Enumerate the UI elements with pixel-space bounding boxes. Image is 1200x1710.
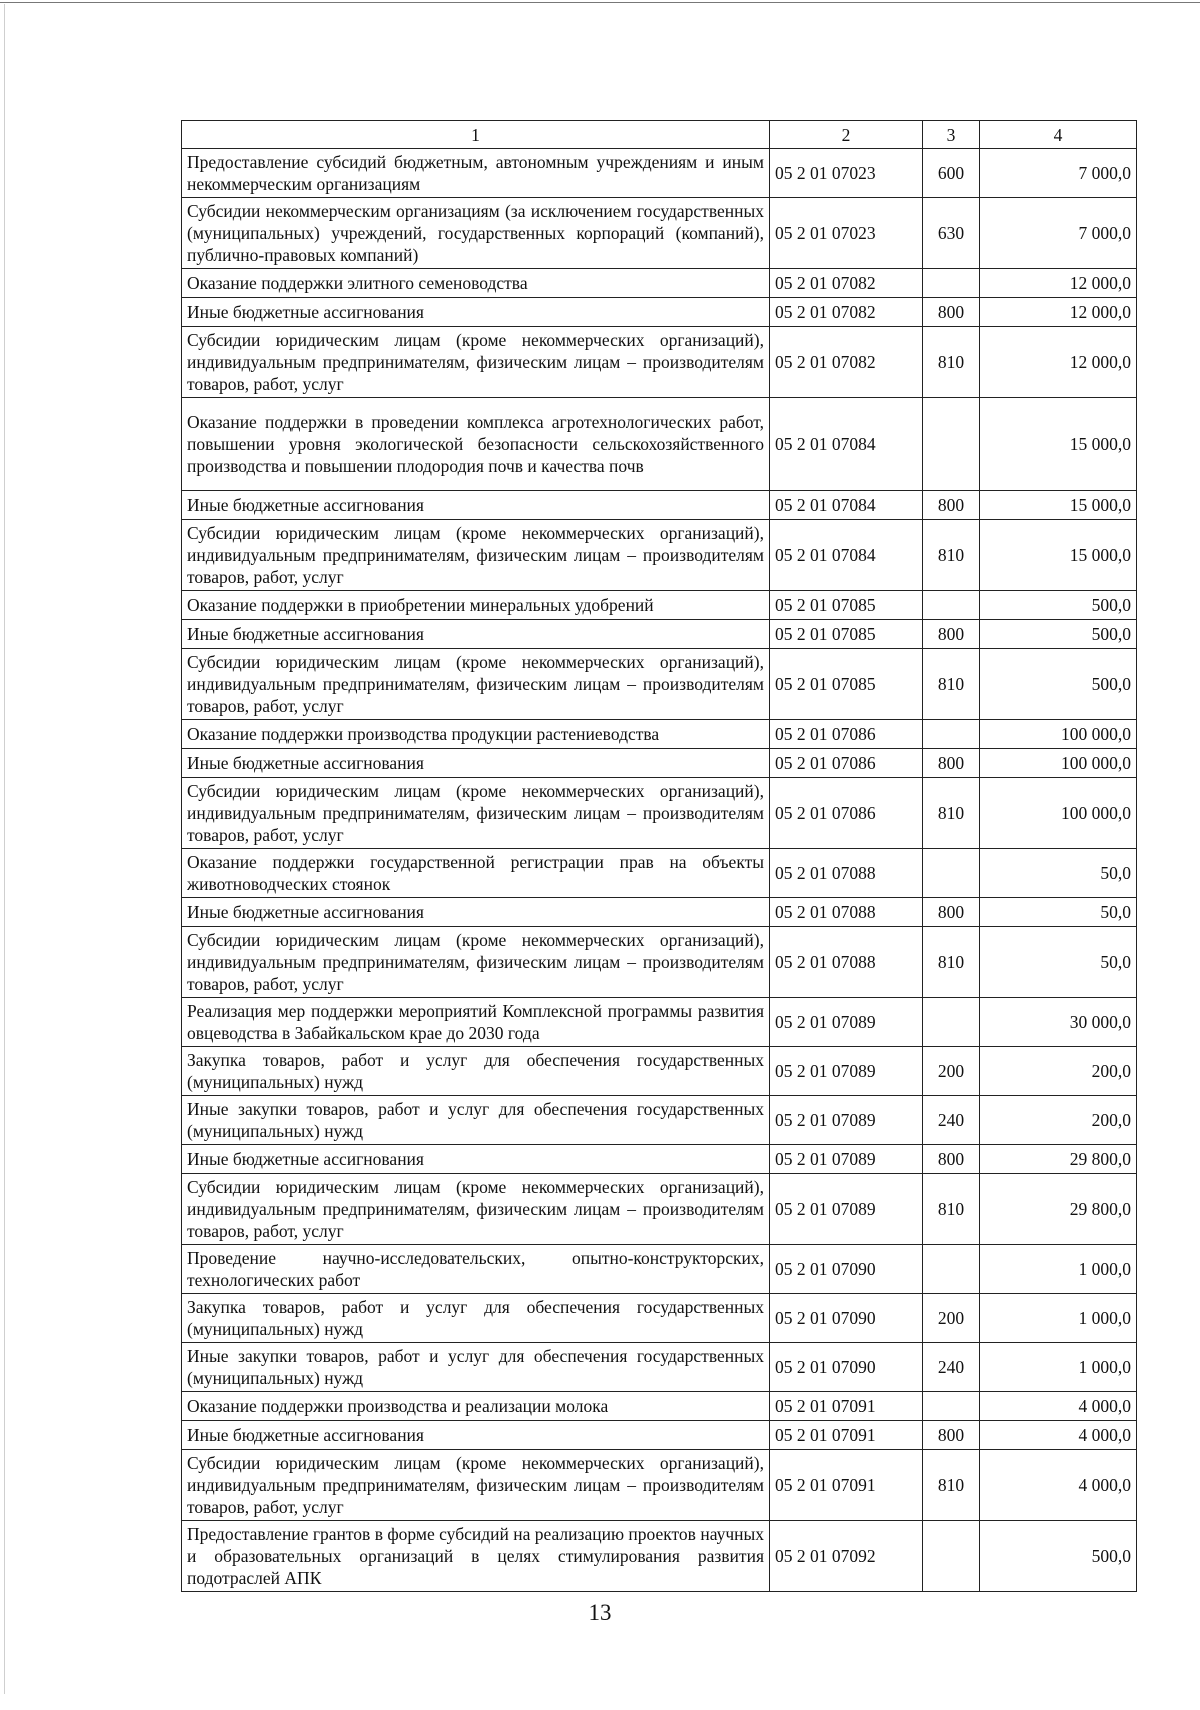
row-expense-type: 810	[923, 778, 980, 849]
row-description: Субсидии юридическим лицам (кроме некоммерческих организаций), индивидуальным предпринимателям, физическим лицам – производителям товаров, работ, услуг	[182, 1450, 770, 1521]
row-description: Субсидии юридическим лицам (кроме некоммерческих организаций), индивидуальным предпринимателям, физическим лицам – производителям товаров, работ, услуг	[182, 520, 770, 591]
row-amount: 500,0	[980, 1521, 1137, 1592]
row-expense-type: 800	[923, 898, 980, 927]
row-expense-type: 240	[923, 1096, 980, 1145]
table-header-row	[182, 121, 1137, 149]
row-description: Предоставление грантов в форме субсидий на реализацию проектов научных и образовательных организаций в целях стимулирования развития подотраслей АПК	[182, 1521, 770, 1592]
row-description: Оказание поддержки элитного семеноводства	[182, 269, 770, 298]
row-expense-type: 630	[923, 198, 980, 269]
row-amount: 1 000,0	[980, 1294, 1137, 1343]
table-row	[182, 778, 1137, 849]
row-expense-type: 200	[923, 1294, 980, 1343]
row-description: Иные бюджетные ассигнования	[182, 298, 770, 327]
row-expense-type	[923, 998, 980, 1047]
row-description: Иные закупки товаров, работ и услуг для обеспечения государственных (муниципальных) нужд	[182, 1096, 770, 1145]
row-description: Оказание поддержки производства и реализации молока	[182, 1392, 770, 1421]
row-expense-type: 800	[923, 298, 980, 327]
row-amount: 12 000,0	[980, 327, 1137, 398]
table-row	[182, 1343, 1137, 1392]
table-row	[182, 927, 1137, 998]
row-amount: 200,0	[980, 1047, 1137, 1096]
row-amount: 30 000,0	[980, 998, 1137, 1047]
row-target-code: 05 2 01 07091	[770, 1392, 923, 1421]
column-header-4: 4	[980, 121, 1137, 149]
row-amount: 15 000,0	[980, 520, 1137, 591]
table-row	[182, 620, 1137, 649]
row-expense-type: 810	[923, 520, 980, 591]
row-expense-type	[923, 1245, 980, 1294]
row-amount: 100 000,0	[980, 720, 1137, 749]
row-target-code: 05 2 01 07088	[770, 898, 923, 927]
row-description: Иные закупки товаров, работ и услуг для обеспечения государственных (муниципальных) нужд	[182, 1343, 770, 1392]
row-description: Оказание поддержки в приобретении минеральных удобрений	[182, 591, 770, 620]
row-amount: 15 000,0	[980, 398, 1137, 491]
row-description: Оказание поддержки государственной регистрации прав на объекты животноводческих стоянок	[182, 849, 770, 898]
row-expense-type: 800	[923, 1145, 980, 1174]
row-amount: 1 000,0	[980, 1343, 1137, 1392]
table-row	[182, 1096, 1137, 1145]
row-expense-type: 240	[923, 1343, 980, 1392]
row-expense-type: 600	[923, 149, 980, 198]
row-target-code: 05 2 01 07086	[770, 720, 923, 749]
table-row	[182, 649, 1137, 720]
row-target-code: 05 2 01 07088	[770, 927, 923, 998]
row-target-code: 05 2 01 07092	[770, 1521, 923, 1592]
row-description: Иные бюджетные ассигнования	[182, 898, 770, 927]
row-expense-type: 810	[923, 327, 980, 398]
table-row	[182, 327, 1137, 398]
scan-edge-top	[0, 2, 1200, 3]
row-description: Субсидии юридическим лицам (кроме некоммерческих организаций), индивидуальным предпринимателям, физическим лицам – производителям товаров, работ, услуг	[182, 927, 770, 998]
row-description: Субсидии юридическим лицам (кроме некоммерческих организаций), индивидуальным предпринимателям, физическим лицам – производителям товаров, работ, услуг	[182, 778, 770, 849]
row-amount: 12 000,0	[980, 298, 1137, 327]
row-description: Иные бюджетные ассигнования	[182, 1421, 770, 1450]
row-amount: 50,0	[980, 849, 1137, 898]
table-row	[182, 1421, 1137, 1450]
table-row	[182, 1521, 1137, 1592]
row-description: Предоставление субсидий бюджетным, автономным учреждениям и иным некоммерческим организациям	[182, 149, 770, 198]
row-target-code: 05 2 01 07090	[770, 1245, 923, 1294]
page-number: 13	[588, 1600, 612, 1625]
table-row	[182, 298, 1137, 327]
row-expense-type	[923, 269, 980, 298]
row-description: Иные бюджетные ассигнования	[182, 749, 770, 778]
row-amount: 4 000,0	[980, 1392, 1137, 1421]
row-description: Проведение научно-исследовательских, опытно-конструкторских, технологических работ	[182, 1245, 770, 1294]
row-amount: 500,0	[980, 620, 1137, 649]
row-expense-type: 800	[923, 620, 980, 649]
scan-edge-left	[4, 4, 5, 1694]
row-amount: 15 000,0	[980, 491, 1137, 520]
row-expense-type	[923, 720, 980, 749]
table-row	[182, 1392, 1137, 1421]
row-amount: 4 000,0	[980, 1450, 1137, 1521]
row-amount: 50,0	[980, 927, 1137, 998]
row-amount: 29 800,0	[980, 1174, 1137, 1245]
row-target-code: 05 2 01 07091	[770, 1421, 923, 1450]
row-amount: 12 000,0	[980, 269, 1137, 298]
table-row	[182, 749, 1137, 778]
row-expense-type: 810	[923, 927, 980, 998]
row-amount: 200,0	[980, 1096, 1137, 1145]
row-description: Субсидии юридическим лицам (кроме некоммерческих организаций), индивидуальным предпринимателям, физическим лицам – производителям товаров, работ, услуг	[182, 327, 770, 398]
table-row	[182, 1294, 1137, 1343]
table-row	[182, 398, 1137, 491]
row-description: Субсидии юридическим лицам (кроме некоммерческих организаций), индивидуальным предпринимателям, физическим лицам – производителям товаров, работ, услуг	[182, 649, 770, 720]
row-description: Иные бюджетные ассигнования	[182, 1145, 770, 1174]
row-target-code: 05 2 01 07089	[770, 1096, 923, 1145]
row-amount: 4 000,0	[980, 1421, 1137, 1450]
row-description: Иные бюджетные ассигнования	[182, 491, 770, 520]
row-target-code: 05 2 01 07023	[770, 149, 923, 198]
row-amount: 29 800,0	[980, 1145, 1137, 1174]
row-target-code: 05 2 01 07084	[770, 491, 923, 520]
table-row	[182, 1047, 1137, 1096]
column-header-2: 2	[770, 121, 923, 149]
row-expense-type	[923, 591, 980, 620]
row-expense-type	[923, 849, 980, 898]
row-expense-type: 800	[923, 1421, 980, 1450]
row-target-code: 05 2 01 07084	[770, 520, 923, 591]
row-description: Закупка товаров, работ и услуг для обеспечения государственных (муниципальных) нужд	[182, 1047, 770, 1096]
row-amount: 7 000,0	[980, 149, 1137, 198]
table-row	[182, 1450, 1137, 1521]
row-description: Оказание поддержки в проведении комплекса агротехнологических работ, повышении уровня экологической безопасности сельскохозяйственного производства и повышении плодородия почв и качества почв	[182, 398, 770, 491]
budget-table-body	[182, 121, 1137, 1592]
row-amount: 50,0	[980, 898, 1137, 927]
row-description: Реализация мер поддержки мероприятий Комплексной программы развития овцеводства в Забайкальском крае до 2030 года	[182, 998, 770, 1047]
row-target-code: 05 2 01 07086	[770, 749, 923, 778]
table-row	[182, 491, 1137, 520]
row-expense-type: 810	[923, 1174, 980, 1245]
row-target-code: 05 2 01 07089	[770, 998, 923, 1047]
row-target-code: 05 2 01 07090	[770, 1294, 923, 1343]
row-target-code: 05 2 01 07089	[770, 1145, 923, 1174]
table-row	[182, 591, 1137, 620]
row-amount: 500,0	[980, 649, 1137, 720]
row-target-code: 05 2 01 07082	[770, 298, 923, 327]
row-amount: 100 000,0	[980, 778, 1137, 849]
row-description: Субсидии юридическим лицам (кроме некоммерческих организаций), индивидуальным предпринимателям, физическим лицам – производителям товаров, работ, услуг	[182, 1174, 770, 1245]
row-target-code: 05 2 01 07089	[770, 1047, 923, 1096]
table-row	[182, 898, 1137, 927]
row-expense-type	[923, 1521, 980, 1592]
row-expense-type: 200	[923, 1047, 980, 1096]
row-expense-type	[923, 1392, 980, 1421]
table-row	[182, 998, 1137, 1047]
row-target-code: 05 2 01 07091	[770, 1450, 923, 1521]
row-target-code: 05 2 01 07089	[770, 1174, 923, 1245]
row-amount: 500,0	[980, 591, 1137, 620]
row-target-code: 05 2 01 07023	[770, 198, 923, 269]
row-target-code: 05 2 01 07085	[770, 620, 923, 649]
row-target-code: 05 2 01 07086	[770, 778, 923, 849]
row-target-code: 05 2 01 07090	[770, 1343, 923, 1392]
row-expense-type: 800	[923, 491, 980, 520]
row-expense-type: 800	[923, 749, 980, 778]
row-description: Субсидии некоммерческим организациям (за исключением государственных (муниципальных) учреждений, государственных корпораций (компаний), публично-правовых компаний)	[182, 198, 770, 269]
column-header-1: 1	[182, 121, 770, 149]
row-target-code: 05 2 01 07082	[770, 327, 923, 398]
row-amount: 7 000,0	[980, 198, 1137, 269]
table-row	[182, 149, 1137, 198]
row-target-code: 05 2 01 07088	[770, 849, 923, 898]
table-row	[182, 1174, 1137, 1245]
table-row	[182, 520, 1137, 591]
row-description: Иные бюджетные ассигнования	[182, 620, 770, 649]
row-amount: 1 000,0	[980, 1245, 1137, 1294]
budget-table	[181, 120, 1137, 1592]
table-row	[182, 849, 1137, 898]
row-expense-type	[923, 398, 980, 491]
table-row	[182, 269, 1137, 298]
row-description: Закупка товаров, работ и услуг для обеспечения государственных (муниципальных) нужд	[182, 1294, 770, 1343]
row-target-code: 05 2 01 07085	[770, 591, 923, 620]
row-target-code: 05 2 01 07084	[770, 398, 923, 491]
row-target-code: 05 2 01 07082	[770, 269, 923, 298]
row-expense-type: 810	[923, 1450, 980, 1521]
budget-table-container	[181, 120, 1136, 1592]
table-row	[182, 720, 1137, 749]
table-row	[182, 1145, 1137, 1174]
row-expense-type: 810	[923, 649, 980, 720]
table-row	[182, 1245, 1137, 1294]
table-row	[182, 198, 1137, 269]
row-target-code: 05 2 01 07085	[770, 649, 923, 720]
row-amount: 100 000,0	[980, 749, 1137, 778]
column-header-3: 3	[923, 121, 980, 149]
row-description: Оказание поддержки производства продукции растениеводства	[182, 720, 770, 749]
